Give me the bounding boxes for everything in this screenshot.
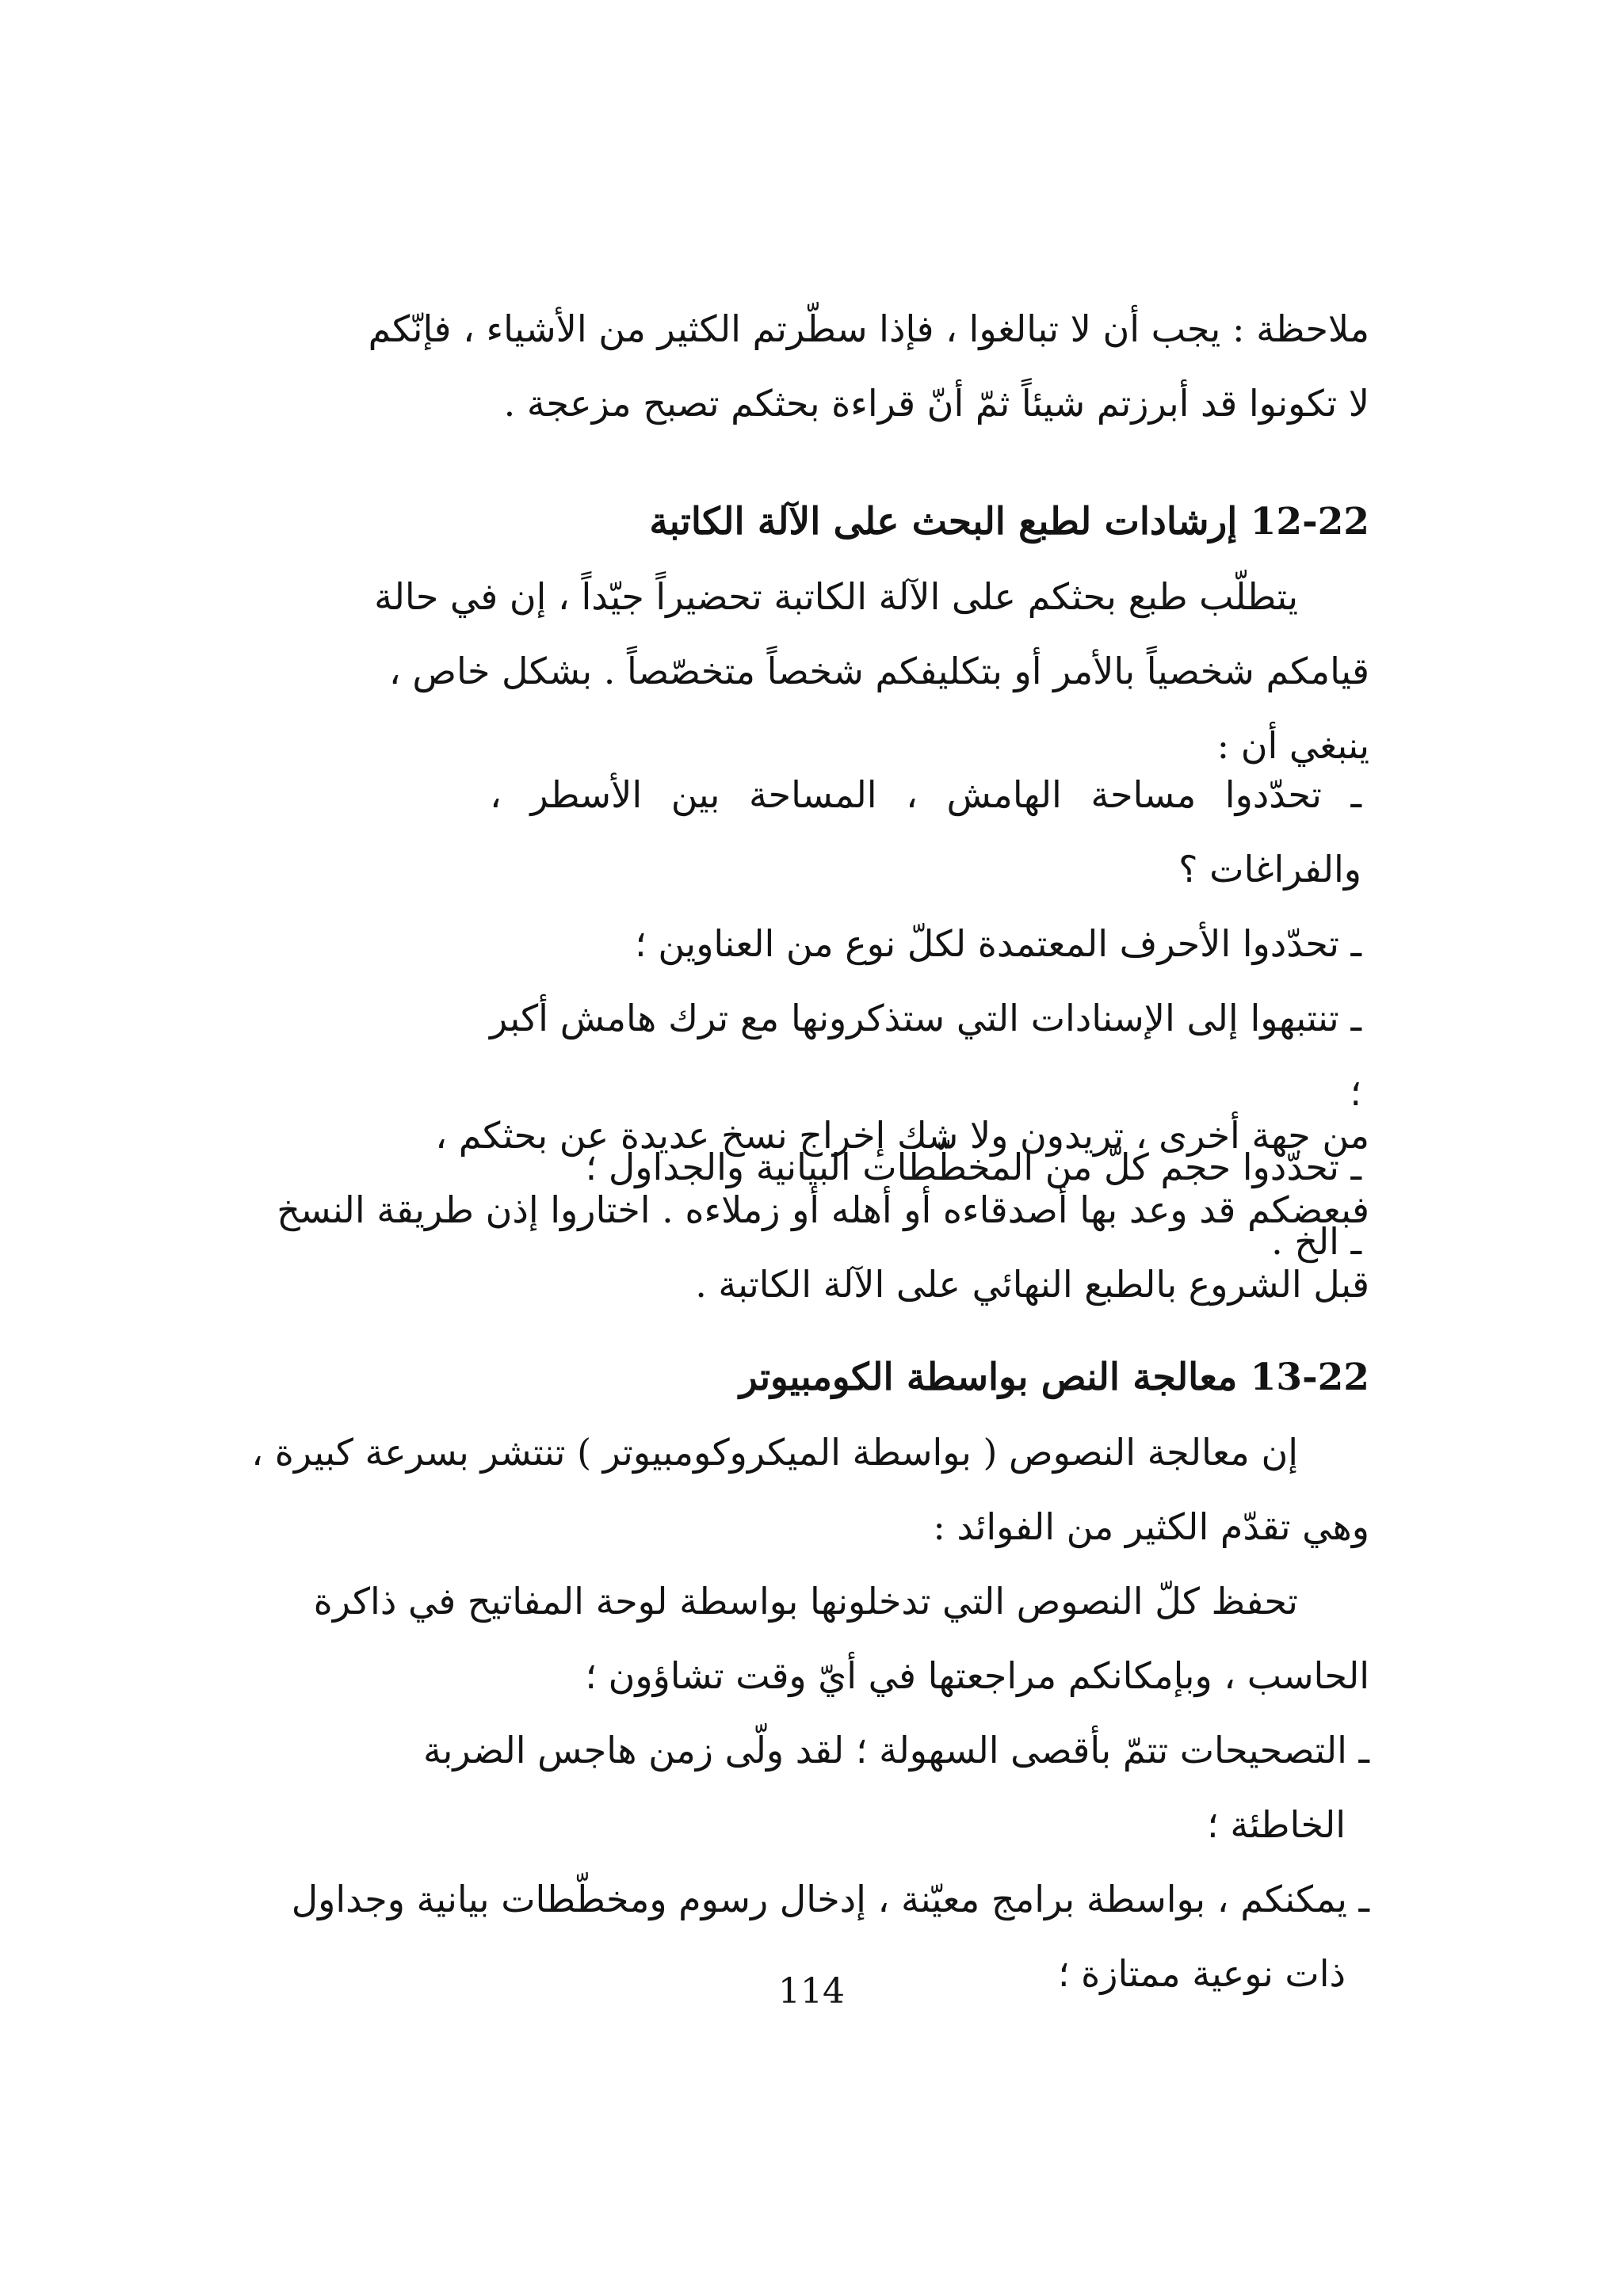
section-heading: 13-22 معالجة النص بواسطة الكومبيوتر: [739, 1356, 1369, 1399]
page-number: 114: [778, 1971, 845, 2012]
list-item-continuation: الخاطئة ؛: [1207, 1803, 1346, 1846]
note-line: ملاحظة : يجب أن لا تبالغوا ، فإذا سطّرتم الكثير من الأشياء ، فإنّكم: [368, 307, 1369, 350]
copies-paragraph: [244, 1098, 1369, 1322]
list-item: ـ تحدّدوا مساحة الهامش ، المساحة بين الأسطر ، والفراغات ؟: [490, 773, 1361, 891]
list-item: ـ تحدّدوا الأحرف المعتمدة لكلّ نوع من العناوين ؛: [635, 922, 1361, 965]
paragraph-line: إن معالجة النصوص ( بواسطة الميكروكومبيوتر ) تنتشر بسرعة كبيرة ،: [251, 1431, 1298, 1474]
paragraph-line: قيامكم شخصياً بالأمر أو بتكليفكم شخصاً متخصّصاً . بشكل خاص ،: [388, 650, 1369, 692]
list-item: ـ التصحيحات تتمّ بأقصى السهولة ؛ لقد ولّى زمن هاجس الضربة: [422, 1729, 1369, 1772]
note-line: لا تكونوا قد أبرزتم شيئاً ثمّ أنّ قراءة بحثكم تصبح مزعجة .: [503, 382, 1369, 425]
list-item: ـ تنتبهوا إلى الإسنادات التي ستذكرونها مع ترك هامش أكبر ؛: [490, 997, 1362, 1114]
list-item-continuation: ذات نوعية ممتازة ؛: [1057, 1952, 1346, 1995]
list-item: ـ الخ .: [1271, 1220, 1361, 1263]
paragraph-line: من جهة أخرى ، تريدون ولا شك إخراج نسخ عديدة عن بحثكم ،: [435, 1114, 1369, 1157]
paragraph-line: فبعضكم قد وعد بها أصدقاءه أو أهله أو زملاءه . اختاروا إذن طريقة النسخ: [277, 1188, 1369, 1231]
paragraph-line: يتطلّب طبع بحثكم على الآلة الكاتبة تحضيراً جيّداً ، إن في حالة: [374, 575, 1298, 618]
section-typing-guidelines: [244, 485, 1369, 783]
note-paragraph: [244, 292, 1369, 441]
paragraph-line: تحفظ كلّ النصوص التي تدخلونها بواسطة لوحة المفاتيح في ذاكرة: [313, 1580, 1298, 1623]
paragraph-line: الحاسب ، وبإمكانكم مراجعتها في أيّ وقت تشاؤون ؛: [585, 1654, 1369, 1697]
list-item: ـ تحدّدوا حجم كلّ من المخطّطات البيانية والجداول ؛: [585, 1146, 1361, 1188]
section-heading: 12-22 إرشادات لطبع البحث على الآلة الكاتبة: [649, 500, 1369, 543]
paragraph-line: وهي تقدّم الكثير من الفوائد :: [933, 1505, 1369, 1548]
paragraph-line: ينبغي أن :: [1216, 724, 1369, 767]
section-word-processing: [244, 1341, 1369, 2011]
list-item: ـ يمكنكم ، بواسطة برامج معيّنة ، إدخال رسوم ومخطّطات بيانية وجداول: [291, 1878, 1369, 1920]
paragraph-line: قبل الشروع بالطبع النهائي على الآلة الكاتبة .: [695, 1263, 1369, 1306]
